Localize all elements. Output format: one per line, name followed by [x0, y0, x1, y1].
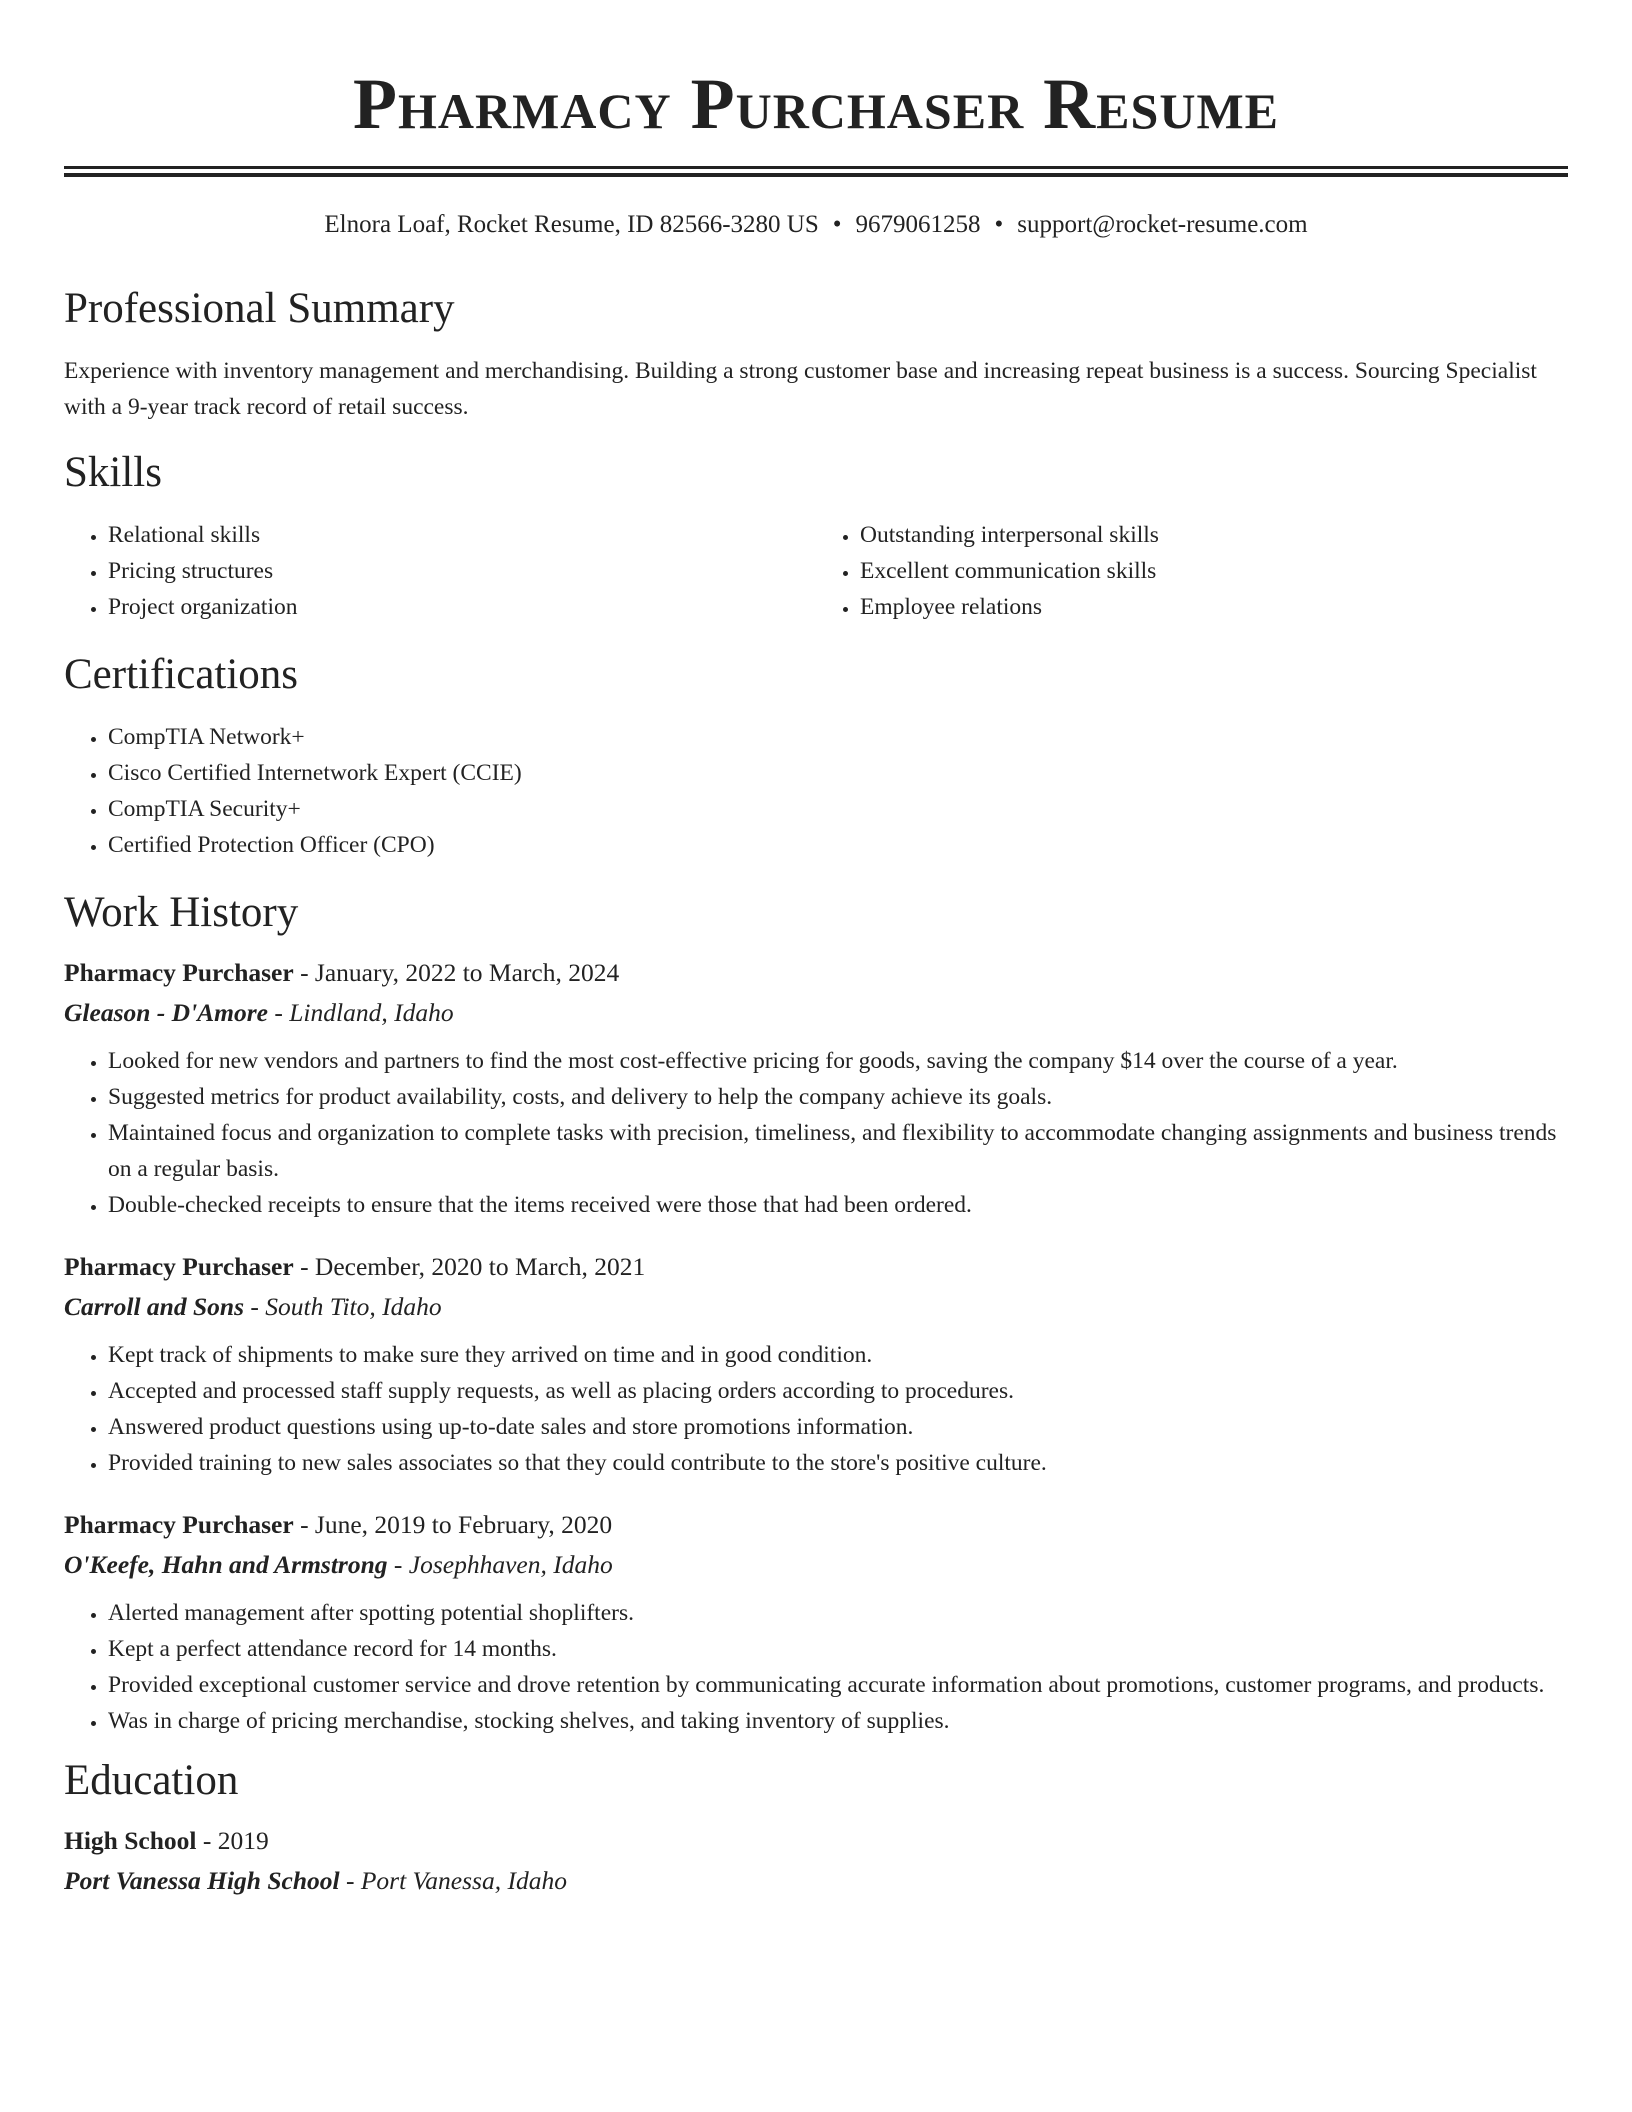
work-history-heading: Work History [64, 889, 299, 936]
skill-item: • Relational skills [108, 517, 816, 553]
job-company: Gleason - D'Amore [64, 998, 268, 1027]
job-bullet: • Was in charge of pricing merchandise, stocking shelves, and taking inventory of supplies. [108, 1703, 1568, 1739]
job-employer [64, 1545, 1568, 1585]
education-year: - 2019 [196, 1826, 269, 1855]
education-entry [64, 1821, 1568, 1901]
job-bullet: • Maintained focus and organization to complete tasks with precision, timeliness, and flexibility to accommodate changing assignments and business trends on a regular basis. [108, 1115, 1568, 1187]
job-header [64, 1505, 1568, 1545]
education-school: Port Vanessa High School [64, 1866, 340, 1895]
education-school-line [64, 1861, 1568, 1901]
job-location: - South Tito, Idaho [244, 1292, 442, 1321]
contact-address: Elnora Loaf, Rocket Resume, ID 82566-3280 US [324, 211, 819, 238]
job-bullet: • Provided exceptional customer service and drove retention by communicating accurate information about promotions, customer programs, and products. [108, 1667, 1568, 1703]
certification-item: • CompTIA Security+ [108, 791, 1568, 827]
certification-item: • Cisco Certified Internetwork Expert (CCIE) [108, 755, 1568, 791]
certifications-heading: Certifications [64, 651, 299, 698]
title-divider [64, 166, 1568, 177]
job-bullet: • Answered product questions using up-to-date sales and store promotions information. [108, 1409, 1568, 1445]
skills-heading: Skills [64, 449, 162, 496]
job-bullet: • Alerted management after spotting potential shoplifters. [108, 1595, 1568, 1631]
skills-column-right [816, 517, 1568, 625]
job-dates: - December, 2020 to March, 2021 [293, 1252, 646, 1281]
job-bullet: • Kept track of shipments to make sure they arrived on time and in good condition. [108, 1337, 1568, 1373]
certification-item: • Certified Protection Officer (CPO) [108, 827, 1568, 863]
job-bullet: • Accepted and processed staff supply requests, as well as placing orders according to procedures. [108, 1373, 1568, 1409]
job-entry [64, 1505, 1568, 1739]
contact-separator: • [994, 211, 1004, 238]
education-location: - Port Vanessa, Idaho [339, 1866, 567, 1895]
skill-item: • Outstanding interpersonal skills [860, 517, 1568, 553]
job-employer [64, 993, 1568, 1033]
job-bullet: • Kept a perfect attendance record for 14 months. [108, 1631, 1568, 1667]
job-company: O'Keefe, Hahn and Armstrong [64, 1550, 388, 1579]
job-bullets [64, 1337, 1568, 1481]
skill-item: • Excellent communication skills [860, 553, 1568, 589]
job-bullets [64, 1043, 1568, 1223]
job-dates: - June, 2019 to February, 2020 [293, 1510, 613, 1539]
education-heading: Education [64, 1757, 239, 1804]
certification-item: • CompTIA Network+ [108, 719, 1568, 755]
contact-line [64, 209, 1568, 241]
contact-phone: 9679061258 [855, 211, 981, 238]
certifications-list [64, 719, 1568, 863]
job-title: Pharmacy Purchaser [64, 1510, 294, 1539]
job-entry [64, 1247, 1568, 1481]
job-bullet: • Double-checked receipts to ensure that the items received were those that had been ordered. [108, 1187, 1568, 1223]
skill-item: • Project organization [108, 589, 816, 625]
summary-heading: Professional Summary [64, 285, 455, 332]
job-company: Carroll and Sons [64, 1292, 244, 1321]
job-location: - Lindland, Idaho [268, 998, 454, 1027]
job-location: - Josephhaven, Idaho [387, 1550, 613, 1579]
job-title: Pharmacy Purchaser [64, 1252, 294, 1281]
education-degree: High School [64, 1826, 197, 1855]
page-title: Pharmacy Purchaser Resume [353, 64, 1279, 144]
job-bullet: • Provided training to new sales associates so that they could contribute to the store's positive culture. [108, 1445, 1568, 1481]
job-entry [64, 953, 1568, 1223]
skills-list [64, 517, 1568, 625]
contact-email: support@rocket-resume.com [1017, 211, 1308, 238]
job-bullets [64, 1595, 1568, 1739]
skills-column-left [64, 517, 816, 625]
job-bullet: • Looked for new vendors and partners to find the most cost-effective pricing for goods, saving the company $14 over the course of a year. [108, 1043, 1568, 1079]
job-header [64, 1247, 1568, 1287]
resume-page [64, 0, 1568, 1901]
summary-text: Experience with inventory management and merchandising. Building a strong customer base and increasing repeat business is a success. Sourcing Specialist with a 9-year track record of retail success. [64, 358, 1537, 420]
job-bullet: • Suggested metrics for product availability, costs, and delivery to help the company achieve its goals. [108, 1079, 1568, 1115]
job-title: Pharmacy Purchaser [64, 958, 294, 987]
education-header [64, 1821, 1568, 1861]
skill-item: • Pricing structures [108, 553, 816, 589]
job-header [64, 953, 1568, 993]
job-employer [64, 1287, 1568, 1327]
skill-item: • Employee relations [860, 589, 1568, 625]
contact-separator: • [832, 211, 842, 238]
job-dates: - January, 2022 to March, 2024 [293, 958, 620, 987]
